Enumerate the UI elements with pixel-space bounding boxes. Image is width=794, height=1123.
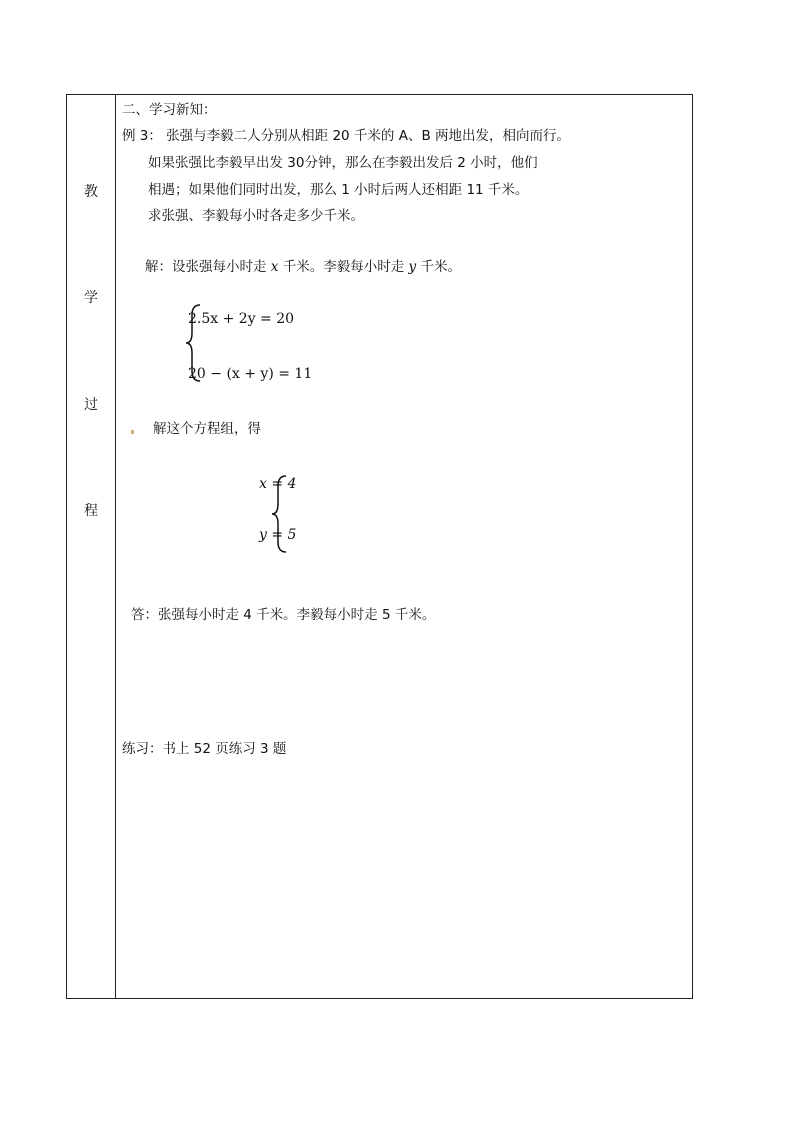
solution-x: x = 4	[259, 476, 297, 492]
equation-1: 2.5x + 2y = 20	[188, 311, 295, 327]
solution-intro-mid: 千米。李毅每小时走	[278, 259, 409, 275]
example-line-3: 相遇；如果他们同时出发，那么 1 小时后两人还相距 11 千米。	[148, 182, 529, 198]
side-label-char-2: 学	[84, 290, 98, 306]
solution-y: y = 5	[259, 527, 297, 543]
example-line-2: 如果张强比李毅早出发 30分钟，那么在李毅出发后 2 小时，他们	[148, 155, 538, 171]
equation-2: 20 − (x + y) = 11	[188, 366, 313, 382]
solution-intro	[145, 258, 461, 276]
side-label-char-3: 过	[84, 397, 98, 413]
side-label-char-4: 程	[84, 503, 98, 519]
solution-intro-prefix: 解：设张强每小时走	[145, 259, 271, 275]
exercise-text: 练习：书上 52 页练习 3 题	[122, 741, 287, 757]
solution-intro-suffix: 千米。	[416, 259, 461, 275]
answer-text: 答：张强每小时走 4 千米。李毅每小时走 5 千米。	[131, 607, 436, 623]
variable-x: x	[270, 259, 279, 275]
side-label-char-1: 教	[84, 184, 98, 200]
column-divider	[115, 94, 116, 999]
solve-text: 解这个方程组，得	[153, 421, 261, 437]
lesson-table	[66, 94, 693, 999]
section-title: 二、学习新知：	[122, 102, 217, 118]
example-line-4: 求张强、李毅每小时各走多少千米。	[148, 208, 364, 224]
example-line-1: 例 3： 张强与李毅二人分别从相距 20 千米的 A、B 两地出发，相向而行。	[122, 128, 571, 144]
variable-y: y	[408, 259, 417, 275]
bullet-mark	[131, 430, 134, 434]
